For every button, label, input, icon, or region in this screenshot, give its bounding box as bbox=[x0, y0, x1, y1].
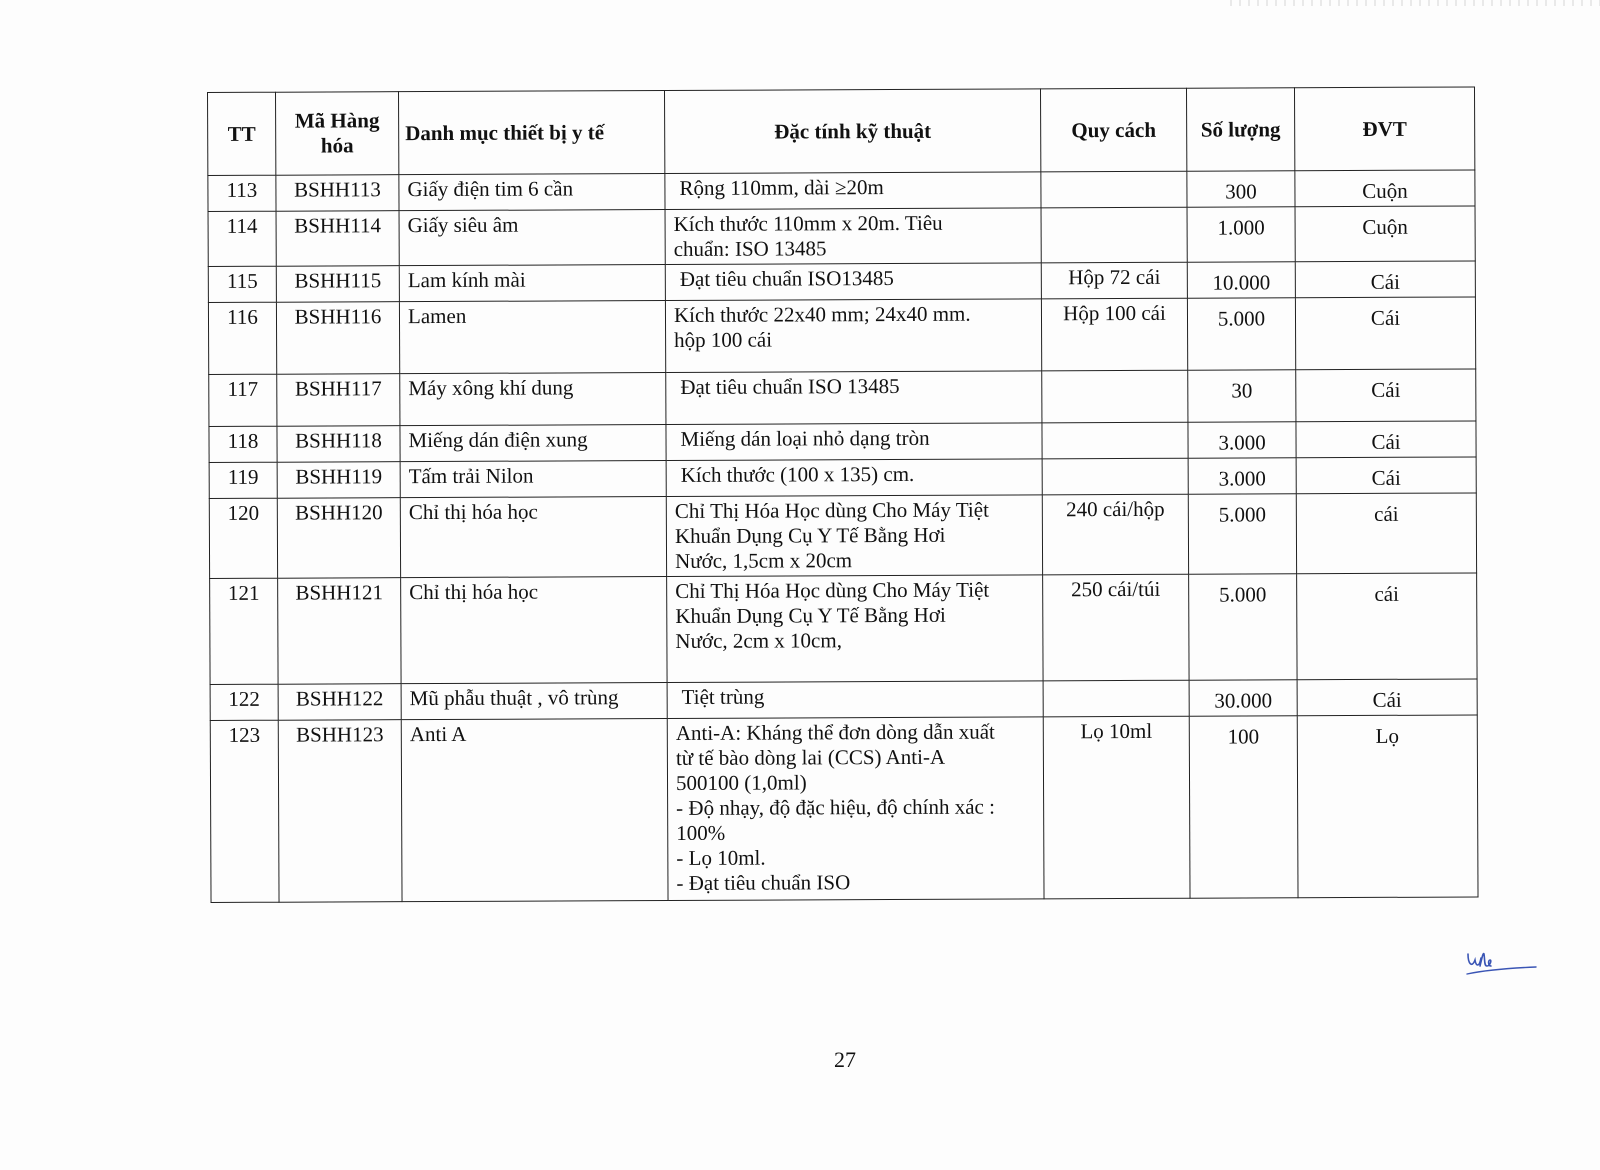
spec-line: Đạt tiêu chuẩn ISO 13485 bbox=[680, 373, 900, 399]
equipment-table bbox=[207, 86, 1479, 903]
cell-pack: 240 cái/hộp bbox=[1042, 494, 1188, 575]
spec-line: Kích thước 22x40 mm; 24x40 mm. bbox=[673, 301, 971, 327]
page-number: 27 bbox=[834, 1047, 856, 1072]
cell-spec bbox=[665, 208, 1041, 265]
cell-unit: Cái bbox=[1295, 261, 1475, 298]
table-row bbox=[208, 297, 1475, 375]
header-qty: Số lượng bbox=[1186, 88, 1294, 171]
cell-name: Anti A bbox=[401, 718, 668, 901]
cell-tt: 123 bbox=[210, 720, 279, 902]
cell-pack bbox=[1042, 422, 1188, 459]
cell-pack bbox=[1043, 680, 1189, 717]
cell-code: BSHH113 bbox=[276, 175, 399, 212]
scan-noise bbox=[1230, 0, 1600, 6]
cell-unit: Cuộn bbox=[1295, 170, 1475, 207]
cell-name: Giấy điện tim 6 cần bbox=[399, 174, 665, 211]
cell-tt: 122 bbox=[210, 684, 278, 720]
cell-tt: 114 bbox=[208, 211, 276, 266]
cell-unit: Cái bbox=[1296, 457, 1476, 494]
cell-unit: Cuộn bbox=[1295, 206, 1475, 262]
cell-tt: 119 bbox=[209, 462, 277, 498]
spec-line: Kích thước 110mm x 20m. Tiêu bbox=[673, 210, 943, 236]
cell-code: BSHH117 bbox=[277, 374, 400, 427]
cell-pack: Lọ 10ml bbox=[1043, 716, 1190, 899]
header-name: Danh mục thiết bị y tế bbox=[399, 91, 665, 175]
cell-name: Lam kính mài bbox=[399, 265, 665, 302]
table-row bbox=[209, 421, 1476, 463]
spec-line: Khuẩn Dụng Cụ Y Tế Bằng Hơi bbox=[675, 602, 946, 628]
cell-name: Miếng dán điện xung bbox=[400, 425, 666, 462]
cell-pack bbox=[1041, 207, 1187, 263]
spec-line: - Độ nhạy, độ đặc hiệu, độ chính xác : bbox=[676, 794, 995, 820]
cell-code: BSHH118 bbox=[277, 426, 400, 463]
table-row bbox=[210, 573, 1477, 685]
table-row bbox=[210, 679, 1477, 721]
cell-spec bbox=[666, 423, 1042, 461]
cell-code: BSHH123 bbox=[278, 720, 402, 903]
cell-tt: 115 bbox=[208, 266, 276, 302]
cell-qty: 100 bbox=[1189, 716, 1298, 898]
cell-spec bbox=[667, 575, 1043, 683]
cell-name: Máy xông khí dung bbox=[400, 373, 666, 426]
cell-code: BSHH114 bbox=[276, 211, 399, 267]
cell-spec bbox=[667, 681, 1043, 719]
cell-spec bbox=[667, 717, 1044, 901]
spec-line: Anti-A: Kháng thể đơn dòng dẫn xuất bbox=[675, 719, 995, 745]
table-row bbox=[209, 493, 1476, 579]
spec-line: từ tế bào dòng lai (CCS) Anti-A bbox=[675, 744, 946, 770]
cell-qty: 5.000 bbox=[1188, 494, 1296, 574]
cell-unit: cái bbox=[1296, 493, 1476, 574]
cell-code: BSHH116 bbox=[276, 302, 399, 375]
table-row bbox=[208, 206, 1475, 267]
cell-unit: Cái bbox=[1297, 679, 1477, 716]
cell-pack: Hộp 100 cái bbox=[1041, 298, 1187, 371]
header-pack: Quy cách bbox=[1040, 88, 1186, 172]
cell-tt: 116 bbox=[208, 302, 276, 374]
cell-pack bbox=[1042, 458, 1188, 495]
spec-line: 500100 (1,0ml) bbox=[675, 770, 807, 795]
cell-code: BSHH122 bbox=[278, 684, 401, 721]
cell-qty: 5.000 bbox=[1187, 298, 1295, 370]
spec-line: Đạt tiêu chuẩn ISO13485 bbox=[679, 266, 894, 291]
cell-unit: Cái bbox=[1296, 369, 1476, 422]
cell-name: Chỉ thị hóa học bbox=[400, 496, 666, 577]
table-row bbox=[209, 457, 1476, 499]
spec-line: Tiệt trùng bbox=[681, 684, 765, 709]
cell-spec bbox=[665, 299, 1041, 373]
spec-line: - Lọ 10ml. bbox=[676, 845, 766, 870]
table-row bbox=[209, 369, 1476, 427]
cell-tt: 120 bbox=[209, 498, 277, 578]
spec-line: Nước, 1,5cm x 20cm bbox=[674, 548, 853, 573]
cell-name: Giấy siêu âm bbox=[399, 210, 665, 266]
cell-code: BSHH119 bbox=[277, 462, 400, 499]
cell-tt: 118 bbox=[209, 426, 277, 462]
cell-unit: cái bbox=[1297, 573, 1477, 680]
cell-tt: 117 bbox=[209, 374, 277, 426]
table-row bbox=[208, 170, 1475, 212]
table-row bbox=[208, 261, 1475, 303]
spec-line: Chỉ Thị Hóa Học dùng Cho Máy Tiệt bbox=[674, 497, 989, 523]
spec-line: Rộng 110mm, dài ≥20m bbox=[679, 175, 884, 200]
spec-line: Miếng dán loại nhỏ dạng tròn bbox=[680, 425, 930, 451]
cell-name: Mũ phẫu thuật , vô trùng bbox=[401, 682, 667, 719]
header-spec: Đặc tính kỹ thuật bbox=[664, 89, 1040, 174]
spec-line: Chỉ Thị Hóa Học dùng Cho Máy Tiệt bbox=[675, 577, 990, 603]
spec-line: chuẩn: ISO 13485 bbox=[673, 236, 827, 261]
cell-code: BSHH120 bbox=[277, 498, 400, 579]
cell-qty: 10.000 bbox=[1187, 262, 1295, 298]
cell-pack: Hộp 72 cái bbox=[1041, 262, 1187, 299]
spec-line: Kích thước (100 x 135) cm. bbox=[680, 461, 915, 487]
cell-unit: Lọ bbox=[1297, 715, 1478, 898]
cell-spec bbox=[666, 495, 1042, 577]
cell-qty: 1.000 bbox=[1187, 207, 1295, 262]
cell-qty: 5.000 bbox=[1189, 574, 1297, 680]
cell-unit: Cái bbox=[1296, 421, 1476, 458]
table-header-row bbox=[208, 87, 1475, 176]
cell-spec bbox=[666, 371, 1042, 425]
cell-qty: 30 bbox=[1188, 370, 1296, 422]
cell-pack: 250 cái/túi bbox=[1043, 574, 1189, 681]
spec-line: Khuẩn Dụng Cụ Y Tế Bằng Hơi bbox=[674, 522, 946, 548]
initials-signature bbox=[1466, 948, 1538, 980]
cell-code: BSHH121 bbox=[278, 578, 401, 685]
cell-pack bbox=[1041, 171, 1187, 208]
table-body bbox=[208, 170, 1478, 903]
header-unit: ĐVT bbox=[1294, 87, 1474, 171]
cell-spec bbox=[665, 263, 1041, 301]
cell-pack bbox=[1042, 370, 1188, 423]
spec-line: 100% bbox=[676, 820, 726, 845]
header-code: Mã Hàng hóa bbox=[276, 92, 399, 176]
cell-tt: 121 bbox=[210, 578, 278, 684]
cell-unit: Cái bbox=[1295, 297, 1475, 370]
cell-code: BSHH115 bbox=[276, 266, 399, 303]
spec-line: - Đạt tiêu chuẩn ISO bbox=[676, 870, 851, 895]
cell-tt: 113 bbox=[208, 175, 276, 211]
cell-name: Tấm trải Nilon bbox=[400, 461, 666, 498]
spec-line: Nước, 2cm x 10cm, bbox=[675, 628, 842, 653]
header-tt: TT bbox=[208, 92, 276, 175]
cell-qty: 30.000 bbox=[1189, 680, 1297, 716]
cell-name: Lamen bbox=[399, 301, 665, 374]
cell-qty: 3.000 bbox=[1188, 458, 1296, 494]
cell-qty: 300 bbox=[1187, 171, 1295, 207]
table-row bbox=[210, 715, 1478, 903]
spec-line: hộp 100 cái bbox=[674, 327, 773, 352]
cell-name: Chỉ thị hóa học bbox=[401, 576, 667, 683]
cell-qty: 3.000 bbox=[1188, 422, 1296, 458]
cell-spec bbox=[665, 172, 1041, 210]
cell-spec bbox=[666, 459, 1042, 497]
